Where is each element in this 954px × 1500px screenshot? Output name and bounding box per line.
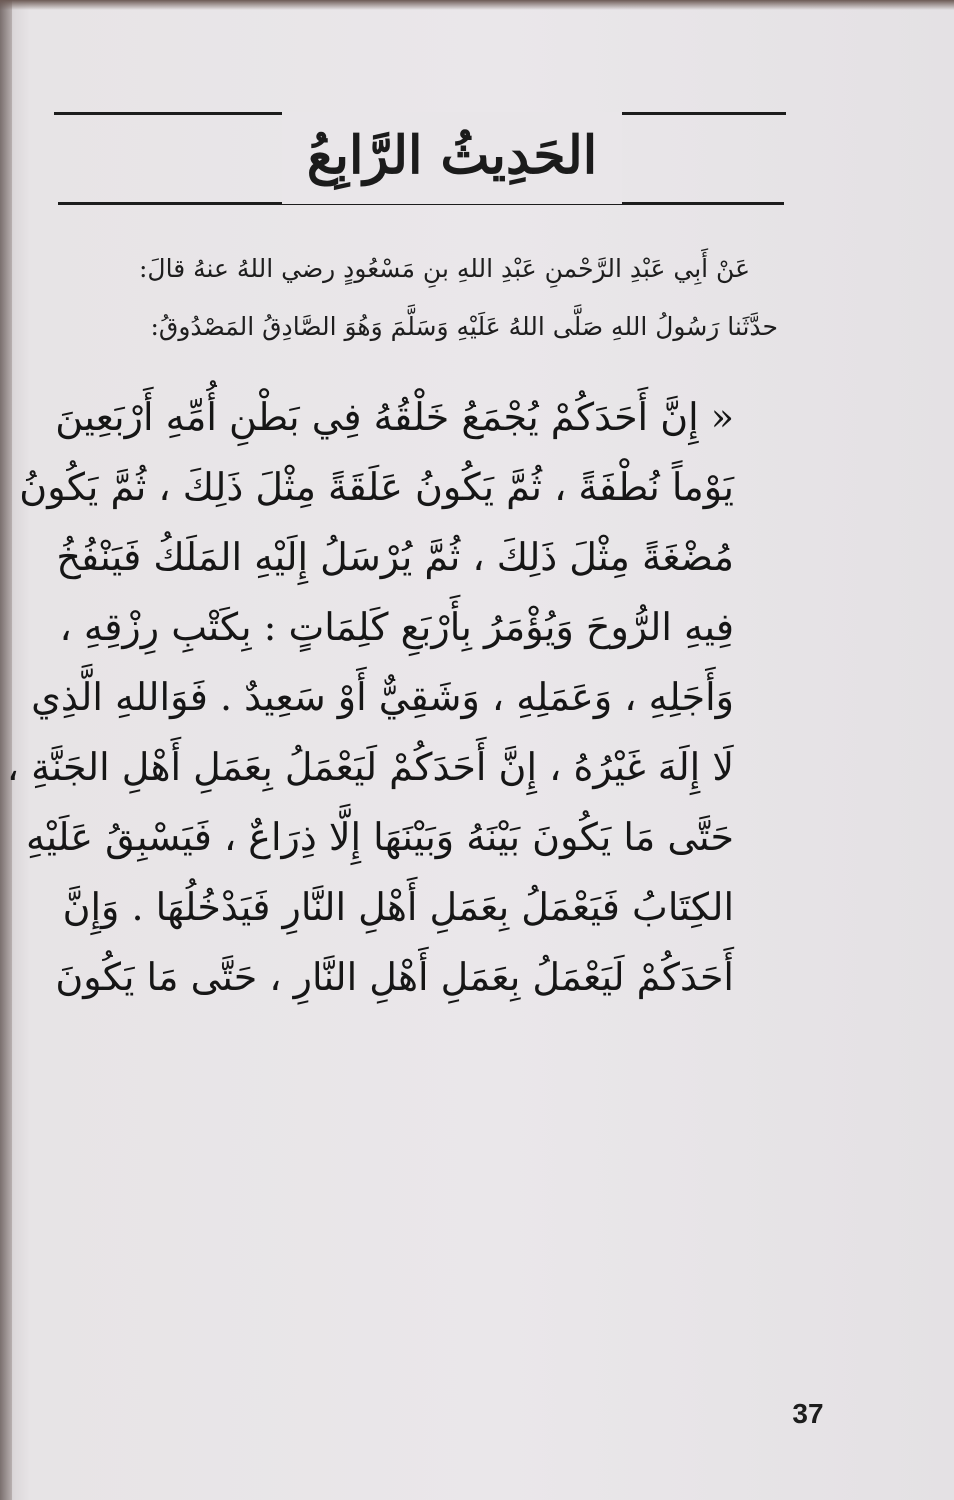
hadith-line: يَوْماً نُطْفَةً ، ثُمَّ يَكُونُ عَلَقَةً مِثْلَ ذَلِكَ ، ثُمَّ يَكُونُ	[19, 465, 734, 509]
title-frame	[282, 112, 622, 204]
top-edge-shadow	[0, 0, 954, 10]
page-number: 37	[792, 1398, 824, 1429]
hadith-line: لَا إِلَهَ غَيْرُهُ ، إِنَّ أَحَدَكُمْ لَيَعْمَلُ بِعَمَلِ أَهْلِ الجَنَّةِ ،	[6, 745, 734, 789]
hadith-line: فِيهِ الرُّوحَ وَيُؤْمَرُ بِأَرْبَعِ كَلِمَاتٍ : بِكَتْبِ رِزْقِهِ ،	[59, 605, 734, 649]
hadith-line: « إِنَّ أَحَدَكُمْ يُجْمَعُ خَلْقُهُ فِي بَطْنِ أُمِّهِ أَرْبَعِينَ	[55, 395, 734, 439]
narration-line: حدَّثَنا رَسُولُ اللهِ صَلَّى اللهُ عَلَيْهِ وَسَلَّمَ وَهُوَ الصَّادِقُ المَصْدُوقُ:	[150, 312, 778, 341]
hadith-text	[6, 382, 734, 1012]
hadith-line: الكِتَابُ فَيَعْمَلُ بِعَمَلِ أَهْلِ النَّارِ فَيَدْخُلُهَا . وَإِنَّ	[62, 885, 734, 929]
narrator-line: عَنْ أَبِي عَبْدِ الرَّحْمنِ عَبْدِ اللهِ بنِ مَسْعُودٍ رضي اللهُ عنهُ قالَ:	[139, 254, 750, 283]
hadith-line: حَتَّى مَا يَكُونَ بَيْنَهُ وَبَيْنَهَا إِلَّا ذِرَاعٌ ، فَيَسْبِقُ عَلَيْهِ	[26, 815, 734, 859]
chapter-title: الحَدِيثُ الرَّابِعُ	[306, 125, 598, 186]
hadith-line: وَأَجَلِهِ ، وَعَمَلِهِ ، وَشَقِيٌّ أَوْ سَعِيدٌ . فَوَاللهِ الَّذِي	[31, 675, 734, 719]
chapter-heading	[54, 112, 786, 204]
hadith-line: مُضْغَةً مِثْلَ ذَلِكَ ، ثُمَّ يُرْسَلُ إِلَيْهِ المَلَكُ فَيَنْفُخُ	[56, 535, 734, 579]
hadith-line: أَحَدَكُمْ لَيَعْمَلُ بِعَمَلِ أَهْلِ النَّارِ ، حَتَّى مَا يَكُونَ	[55, 955, 734, 999]
